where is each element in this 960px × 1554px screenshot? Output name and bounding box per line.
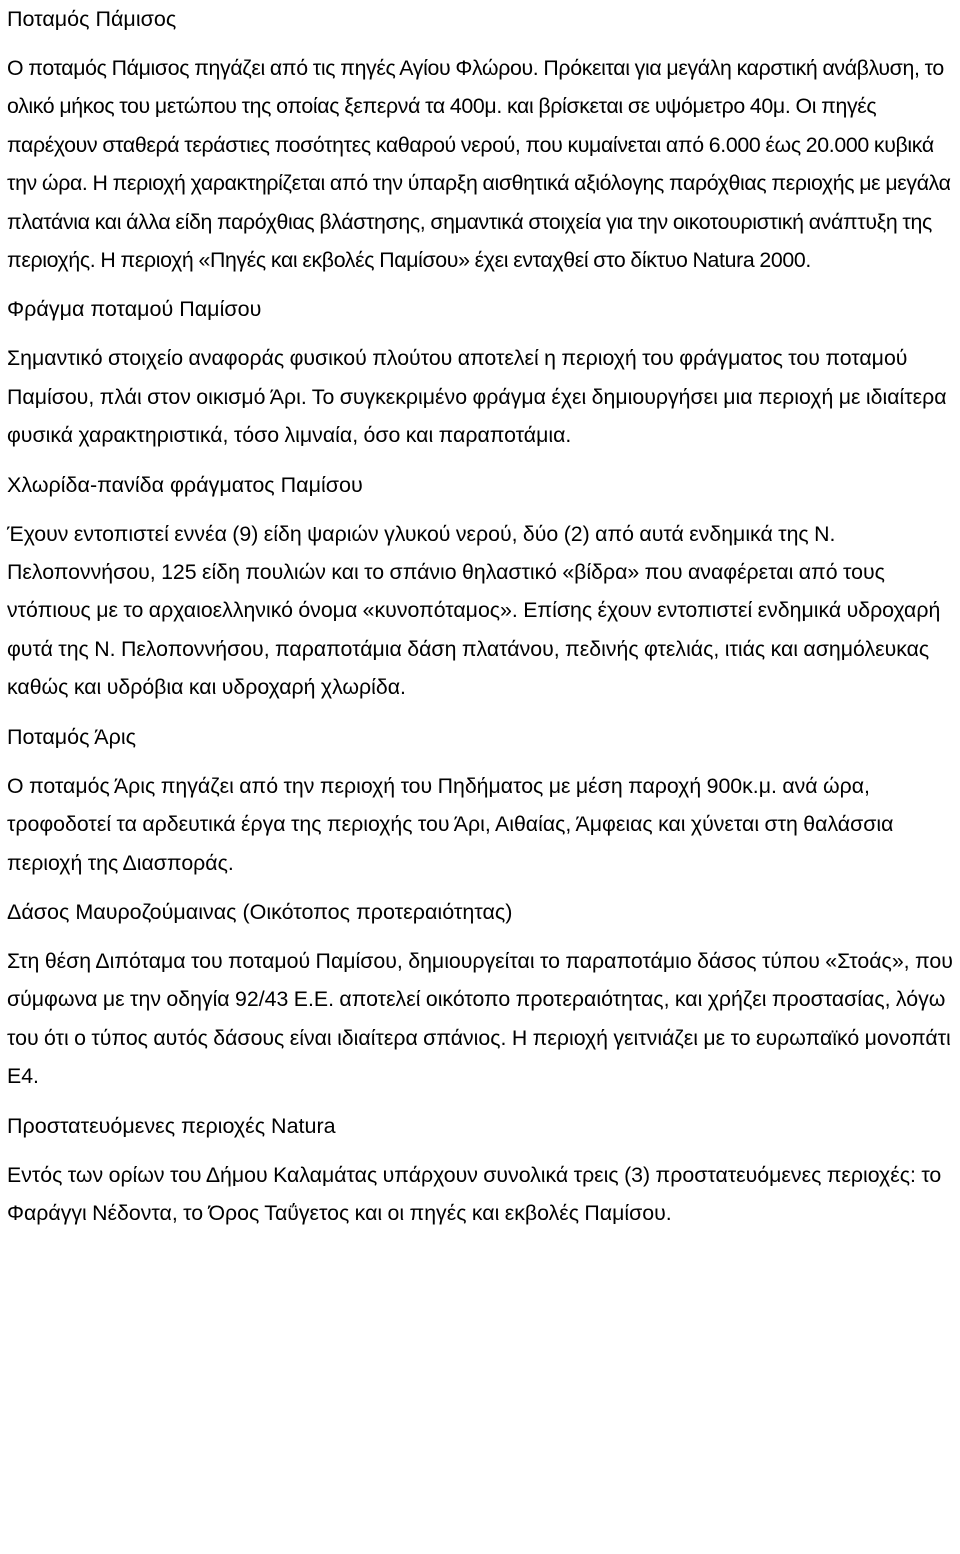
section-pamisos-dam: [7, 290, 953, 454]
section-flora-fauna: [7, 466, 953, 707]
section-heading: Χλωρίδα-πανίδα φράγματος Παμίσου: [7, 472, 363, 497]
section-paragraph: Ο ποταμός Άρις πηγάζει από την περιοχή του Πηδήματος με μέση παροχή 900κ.μ. ανά ώρα, τροφοδοτεί τα αρδευτικά έργα της περιοχής του Άρι, Αιθαίας, Άμφειας και χύνεται στη θαλάσσια περιοχή της Διασποράς.: [7, 773, 894, 875]
section-paragraph: Έχουν εντοπιστεί εννέα (9) είδη ψαριών γλυκού νερού, δύο (2) από αυτά ενδημικά της Ν. Πελοποννήσου, 125 είδη πουλιών και το σπάνιο θηλαστικό «βίδρα» που αναφέρεται από τους ντόπιους με το αρχαιοελληνικό όνομα «κυνοπόταμος». Επίσης έχουν εντοπιστεί ενδημικά υδροχαρή φυτά της Ν. Πελοποννήσου, παραποτάμια δάση πλατάνου, πεδινής φτελιάς, ιτιάς και ασημόλευκας καθώς και υδρόβια και υδροχαρή χλωρίδα.: [7, 521, 941, 700]
section-heading: Φράγμα ποταμού Παμίσου: [7, 297, 262, 322]
section-paragraph: Εντός των ορίων του Δήμου Καλαμάτας υπάρχουν συνολικά τρεις (3) προστατευόμενες περιοχές: το Φαράγγι Νέδοντα, το Όρος Ταΰγετος και οι πηγές και εκβολές Παμίσου.: [7, 1162, 942, 1225]
section-pamisos-river: [7, 0, 953, 279]
document-page: [7, 0, 953, 1232]
section-mavrozoumaina-forest: [7, 893, 953, 1096]
section-heading: Ποταμός Άρις: [7, 724, 137, 749]
section-aris-river: [7, 718, 953, 882]
section-heading: Ποταμός Πάμισος: [7, 7, 177, 31]
section-heading: Προστατευόμενες περιοχές Natura: [7, 1113, 336, 1138]
section-paragraph: Στη θέση Διπόταμα του ποταμού Παμίσου, δημιουργείται το παραποτάμιο δάσος τύπου «Στοάς», που σύμφωνα με την οδηγία 92/43 Ε.Ε. αποτελεί οικότοπο προτεραιότητας, και χρήζει προστασίας, λόγω του ότι ο τύπος αυτός δάσους είναι ιδιαίτερα σπάνιος. Η περιοχή γειτνιάζει με το ευρωπαϊκό μονοπάτι Ε4.: [7, 948, 953, 1089]
section-natura-areas: [7, 1107, 953, 1233]
section-heading: Δάσος Μαυροζούμαινας (Οικότοπος προτεραιότητας): [7, 899, 513, 924]
section-paragraph: Ο ποταμός Πάμισος πηγάζει από τις πηγές Αγίου Φλώρου. Πρόκειται για μεγάλη καρστική ανάβλυση, το ολικό μήκος του μετώπου της οποίας ξεπερνά τα 400μ. και βρίσκεται σε υψόμετρο 40μ. Οι πηγές παρέχουν σταθερά τεράστιες ποσότητες καθαρού νερού, που κυμαίνεται από 6.000 έως 20.000 κυβικά την ώρα. Η περιοχή χαρακτηρίζεται από την ύπαρξη αισθητικά αξιόλογης παρόχθιας περιοχής με μεγάλα πλατάνια και άλλα είδη παρόχθιας βλάστησης, σημαντικά στοιχεία για την οικοτουριστική ανάπτυξη της περιοχής. Η περιοχή «Πηγές και εκβολές Παμίσου» έχει ενταχθεί στο δίκτυο Natura 2000.: [7, 56, 951, 273]
section-paragraph: Σημαντικό στοιχείο αναφοράς φυσικού πλούτου αποτελεί η περιοχή του φράγματος του ποταμού Παμίσου, πλάι στον οικισμό Άρι. Το συγκεκριμένο φράγμα έχει δημιουργήσει μια περιοχή με ιδιαίτερα φυσικά χαρακτηριστικά, τόσο λιμναία, όσο και παραποτάμια.: [7, 346, 947, 448]
